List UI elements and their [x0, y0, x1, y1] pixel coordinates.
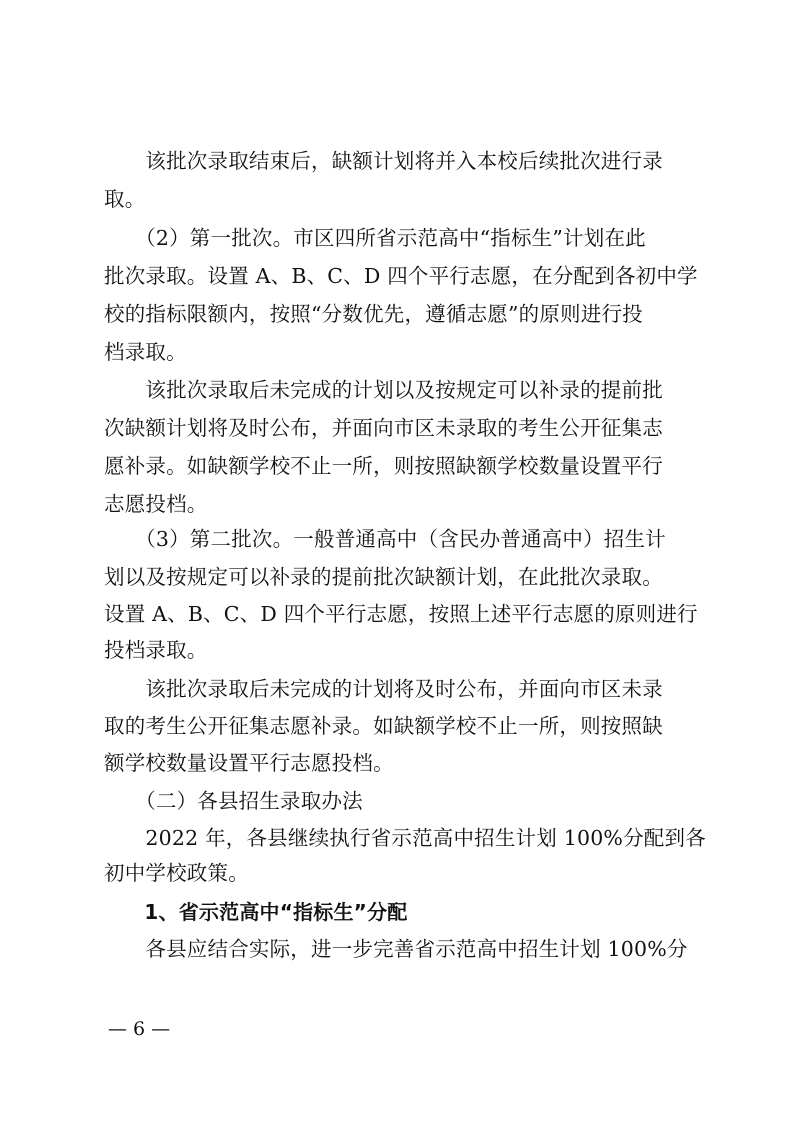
text-line: 设置 A、B、C、D 四个平行志愿，按照上述平行志愿的原则进行: [104, 602, 698, 626]
text-line: 划以及按规定可以补录的提前批次缺额计划，在此批次录取。: [104, 565, 663, 589]
text-line: 初中学校政策。: [104, 861, 249, 885]
text-line: 投档录取。: [104, 638, 208, 662]
text-line: 志愿投档。: [104, 492, 208, 516]
text-line: 次缺额计划将及时公布，并面向市区未录取的考生公开征集志: [104, 416, 663, 440]
text-line: 批次录取。设置 A、B、C、D 四个平行志愿，在分配到各初中学: [104, 264, 698, 288]
text-line: 愿补录。如缺额学校不止一所，则按照缺额学校数量设置平行: [104, 454, 663, 478]
text-line: 校的指标限额内，按照“分数优先，遵循志愿”的原则进行投: [104, 302, 643, 326]
text-line: 2022 年，各县继续执行省示范高中招生计划 100%分配到各: [104, 826, 706, 850]
text-line: 取。: [104, 187, 146, 211]
page-number: — 6 —: [108, 1018, 171, 1040]
text-line: （2）第一批次。市区四所省示范高中“指标生”计划在此: [104, 226, 646, 250]
section-heading: （二）各县招生录取办法: [104, 789, 363, 813]
text-line: 该批次录取结束后，缺额计划将并入本校后续批次进行录: [104, 149, 663, 173]
text-line: （3）第二批次。一般普通高中（含民办普通高中）招生计: [104, 527, 666, 551]
text-line: 该批次录取后未完成的计划将及时公布，并面向市区未录: [104, 677, 663, 701]
text-line: 该批次录取后未完成的计划以及按规定可以补录的提前批: [104, 378, 663, 402]
text-line: 取的考生公开征集志愿补录。如缺额学校不止一所，则按照缺: [104, 714, 663, 738]
subsection-heading: 1、省示范高中“指标生”分配: [104, 900, 408, 924]
text-line: 各县应结合实际，进一步完善省示范高中招生计划 100%分: [104, 937, 688, 961]
text-line: 额学校数量设置平行志愿投档。: [104, 751, 394, 775]
text-line: 档录取。: [104, 340, 187, 364]
